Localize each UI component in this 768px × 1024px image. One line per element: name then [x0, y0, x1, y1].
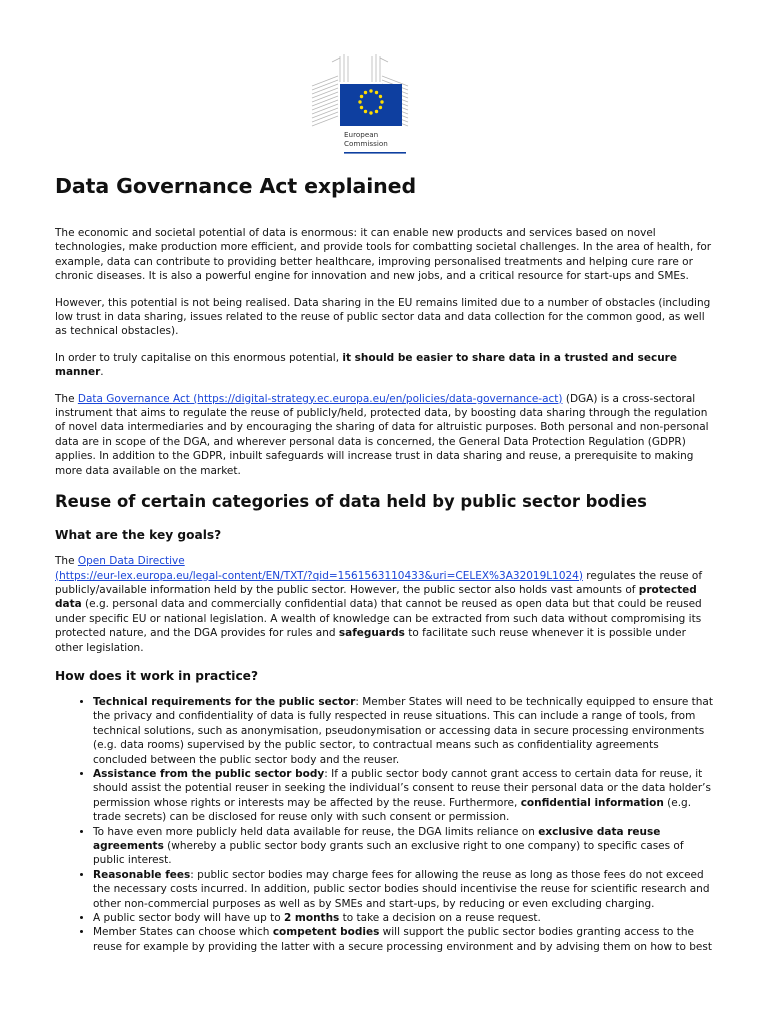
list-item-term: exclusive data reuse agreements — [93, 825, 661, 852]
list-item — [93, 767, 715, 825]
odd-link-url: (https://eur-lex.europa.eu/legal-content/EN/TXT/?qid=1561563110433&uri=CELEX%3A32019L1024) — [55, 569, 583, 582]
list-item — [93, 868, 715, 911]
list-item-text: to take a decision on a reuse request. — [339, 912, 541, 925]
intro-p3-emphasis: it should be easier to share data in a trusted and secure manner — [55, 351, 677, 379]
list-item-term-2: confidential information — [520, 796, 664, 809]
list-item — [93, 695, 715, 767]
list-item-lead: Member States can choose which — [93, 926, 273, 939]
list-item-lead: To have even more publicly held data available for reuse, the DGA limits reliance on — [93, 825, 539, 838]
goals-text-2: regulates the reuse of publicly/available information held by the public sector. However, the public sector also holds vast amounts of — [55, 569, 703, 596]
intro-p4-text: The — [55, 392, 78, 405]
list-item-term: Assistance from the public sector body — [93, 767, 325, 780]
list-item-text-2: (e.g. trade secrets) can be disclosed for reuse only with such consent or permission. — [93, 796, 692, 824]
list-item — [93, 825, 715, 868]
list-item-term: 2 months — [283, 912, 340, 925]
intro-paragraph-3 — [55, 351, 715, 380]
list-item-text: will support the public sector bodies granting access to the reuse for example by providing the latter with a secure processing environment and by advising them on how to best — [93, 926, 712, 953]
goals-text-3: (e.g. personal data and commercially confidential data) that cannot be reused as open data but that could be reused under specific EU or national legislation. A wealth of knowledge can be extracted from such data without compromising its protected nature, and the DGA provides for rules and — [55, 598, 702, 640]
intro-paragraph-4 — [55, 392, 715, 478]
practice-heading: How does it work in practice? — [55, 668, 259, 683]
list-item-text: : If a public sector body cannot grant access to certain data for reuse, it should assist the potential reuser in seeking the individual’s consent to reuse their personal data or the data holder’s permission whose rights or interests may be affected by the reuse. Furthermore, — [93, 767, 711, 809]
page-title: Data Governance Act explained — [55, 174, 417, 198]
list-item-term: Reasonable fees — [93, 868, 191, 881]
list-item-lead: A public sector body will have up to — [93, 912, 284, 925]
list-item-text: (whereby a public sector body grants such an exclusive right to one company) to specific cases of public interest. — [93, 840, 684, 867]
open-data-directive-link[interactable] — [55, 555, 583, 581]
goals-text-4: to facilitate such reuse whenever it is possible under other legislation. — [55, 627, 686, 654]
list-item-text: : Member States will need to be technically equipped to ensure that the privacy and confidentiality of data is fully respected in reuse situations. This can include a range of tools, from technical solutions, such as anonymisation, pseudonymisation or accessing data in secure processing environments (e.g. data rooms) supervised by the public sector, to contractual means such as confidentiality agreements concluded between the public sector body and the reuser. — [93, 695, 713, 766]
goals-paragraph — [55, 554, 715, 655]
logo-line-2: Commission — [344, 139, 388, 148]
goals-heading: What are the key goals? — [55, 528, 222, 543]
list-item — [93, 911, 715, 925]
intro-paragraph-2: However, this potential is not being realised. Data sharing in the EU remains limited due to a number of obstacles (including low trust in data sharing, issues related to the reuse of public sector data and data collection for the common good, as well as technical obstacles). — [55, 296, 711, 338]
goals-text: The — [55, 555, 78, 568]
goals-emphasis-2: safeguards — [338, 627, 405, 640]
intro-p3-end: . — [100, 366, 104, 379]
logo-line-1: European — [344, 130, 379, 139]
list-item-term: competent bodies — [272, 926, 380, 939]
goals-emphasis-1: protected data — [55, 583, 697, 611]
document-body — [55, 168, 715, 954]
ec-logo-graphic — [310, 52, 410, 156]
practice-list — [55, 695, 715, 954]
list-item-text: : public sector bodies may charge fees for allowing the reuse as long as those fees do not exceed the necessary costs incurred. In addition, public sector bodies should incentivise the reuse for scientific research and other non-commercial purposes as well as by SMEs and start-ups, by reducing or even excluding charging. — [93, 868, 710, 910]
list-item — [93, 925, 715, 954]
european-commission-logo — [310, 52, 410, 156]
list-item-term: Technical requirements for the public sector — [93, 695, 356, 708]
dga-link[interactable]: Data Governance Act (https://digital-strategy.ec.europa.eu/en/policies/data-governance-act) — [77, 392, 563, 405]
odd-link-label: Open Data Directive — [77, 555, 185, 568]
section-heading: Reuse of certain categories of data held by public sector bodies — [55, 492, 647, 512]
intro-paragraph-1: The economic and societal potential of data is enormous: it can enable new products and services based on novel technologies, make production more efficient, and provide tools for combatting societal challenges. In the area of health, for example, data can contribute to providing better healthcare, improving personalised treatments and helping cure rare or chronic diseases. It is also a powerful engine for innovation and new jobs, and a critical resource for start-ups and SMEs. — [55, 227, 712, 283]
intro-p4-rest: (DGA) is a cross-sectoral instrument that aims to regulate the reuse of publicly/held, protected data, by boosting data sharing through the regulation of novel data intermediaries and by encouraging the sharing of data for altruistic purposes. Both personal and non-personal data are in scope of the DGA, and wherever personal data is concerned, the General Data Protection Regulation (GDPR) applies. In addition to the GDPR, inbuilt safeguards will increase trust in data sharing and reuse, a prerequisite to making more data available on the market. — [55, 392, 709, 477]
intro-p3-text: In order to truly capitalise on this enormous potential, — [55, 351, 343, 364]
